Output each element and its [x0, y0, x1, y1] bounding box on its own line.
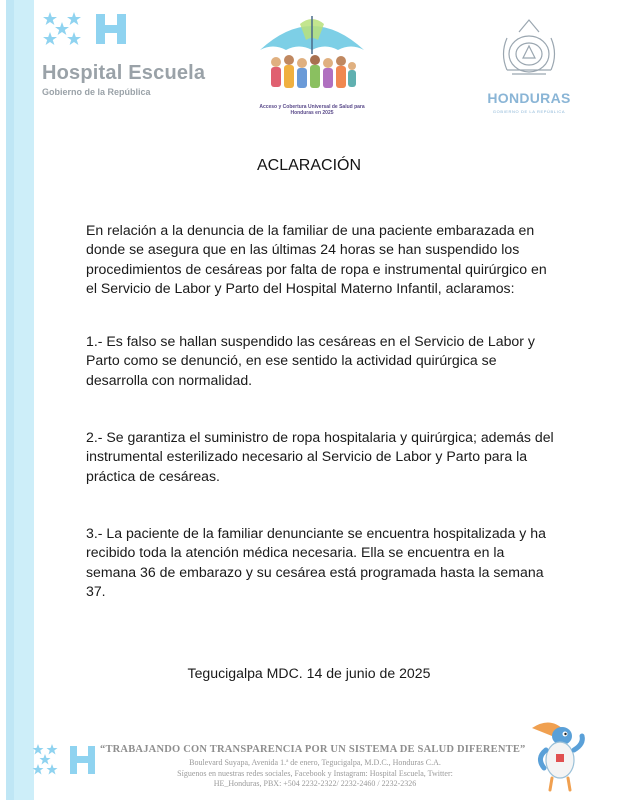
umbrella-people-icon	[252, 10, 372, 102]
hospital-subtitle: Gobierno de la República	[42, 87, 151, 97]
point-3-paragraph: 3.- La paciente de la familiar denunciante se encuentra hospitalizada y ha recibido toda la atención médica necesaria. Ella se encuentra en la semana 36 de embarazo y su cesárea está programada hasta la semana 37.	[86, 525, 546, 599]
point-1-paragraph: 1.- Es falso se hallan suspendido las cesáreas en el Servicio de Labor y Parto como se denunció, en ese sentido la actividad quirúrgica se desarrolla con normalidad.	[86, 333, 535, 388]
point-2-paragraph: 2.- Se garantiza el suministro de ropa hospitalaria y quirúrgica; además del instrumental esterilizado necesario al Servicio de Labor y Parto para la práctica de cesáreas.	[86, 429, 554, 484]
footer-address: Boulevard Suyapa, Avenida 1.ª de enero, Tegucigalpa, M.D.C., Honduras C.A.	[189, 758, 441, 767]
coat-of-arms-icon	[474, 16, 584, 88]
intro-paragraph: En relación a la denuncia de la familiar de una paciente embarazada en donde se asegura que en las últimas 24 horas se han suspendido los procedimientos de cesáreas por falta de ropa e instrumental quirúrgico en el Servicio de Labor y Parto del Hospital Materno Infantil, aclaramos:	[86, 222, 547, 296]
hospital-escuela-logo	[38, 10, 238, 95]
footer-stars-h-icon	[30, 738, 100, 782]
mascot-bird-icon	[522, 714, 592, 794]
country-name: HONDURAS	[487, 90, 571, 106]
campaign-logo	[252, 10, 372, 122]
hospital-stars-h-icon	[38, 10, 138, 50]
document-title: ACLARACIÓN	[256, 157, 362, 174]
footer-social: Síguenos en nuestras redes sociales, Facebook y Instagram: Hospital Escuela, Twitter:	[177, 769, 453, 778]
place-and-date: Tegucigalpa MDC. 14 de junio de 2025	[187, 665, 431, 681]
honduras-government-logo	[474, 16, 584, 116]
footer-slogan: “TRABAJANDO CON TRANSPARENCIA POR UN SISTEMA DE SALUD DIFERENTE”	[100, 744, 526, 755]
hospital-name: Hospital Escuela	[42, 62, 206, 84]
campaign-caption: Acceso y Cobertura Universal de Salud para Honduras en 2025	[259, 104, 365, 116]
country-subtitle: GOBIERNO DE LA REPÚBLICA	[492, 109, 566, 114]
footer-contact: HE_Honduras, PBX: +504 2232-2322/ 2232-2460 / 2232-2326	[213, 779, 417, 788]
